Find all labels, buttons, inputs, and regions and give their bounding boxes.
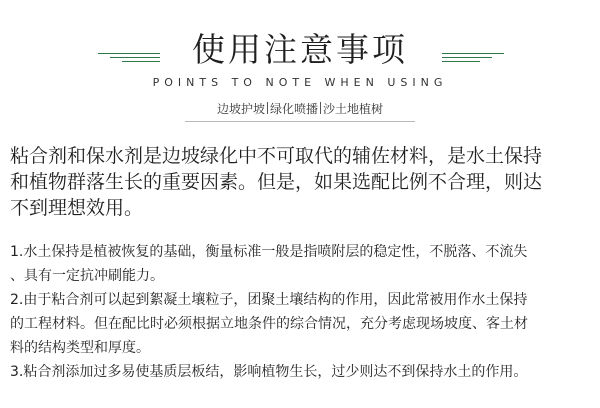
intro-paragraph — [10, 143, 600, 221]
page-title: 使用注意事项 — [192, 30, 408, 69]
divider — [185, 121, 415, 122]
tag-row — [0, 100, 600, 117]
point-line: 料的结构类型和厚度。 — [10, 340, 150, 356]
point-line: 1.水土保持是植被恢复的基础，衡量标准一般是指喷附层的稳定性，不脱落、不流失 — [10, 244, 528, 260]
point-line: 3.粘合剂添加过多易使基质层板结，影响植物生长，过少则达不到保持水土的作用。 — [10, 364, 528, 380]
tag-separator — [267, 102, 268, 114]
tag-separator — [320, 102, 321, 114]
tag-slope-protection: 边坡护坡 — [216, 102, 265, 116]
point-line: 2.由于粘合剂可以起到絮凝土壤粒子，团聚土壤结构的作用，因此常被用作水土保持 — [10, 292, 528, 308]
intro-line: 不到理想效用。 — [10, 197, 144, 219]
tag-sand-planting: 沙土地植树 — [323, 102, 384, 116]
tag-green-spraying: 绿化喷播 — [269, 102, 318, 116]
page-subtitle: POINTS TO NOTE WHEN USING — [152, 76, 448, 89]
intro-line: 粘合剂和保水剂是边坡绿化中不可取代的辅佐材料，是水土保持 — [10, 145, 543, 167]
intro-line: 和植物群落生长的重要因素。但是，如果选配比例不合理，则达 — [10, 171, 543, 193]
title-decoration-right — [442, 50, 504, 64]
point-line: 的工程材料。但在配比时必须根据立地条件的综合情况，充分考虑现场坡度、客土材 — [10, 316, 528, 332]
points-list — [10, 240, 600, 384]
point-line: 、具有一定抗冲刷能力。 — [10, 268, 164, 284]
